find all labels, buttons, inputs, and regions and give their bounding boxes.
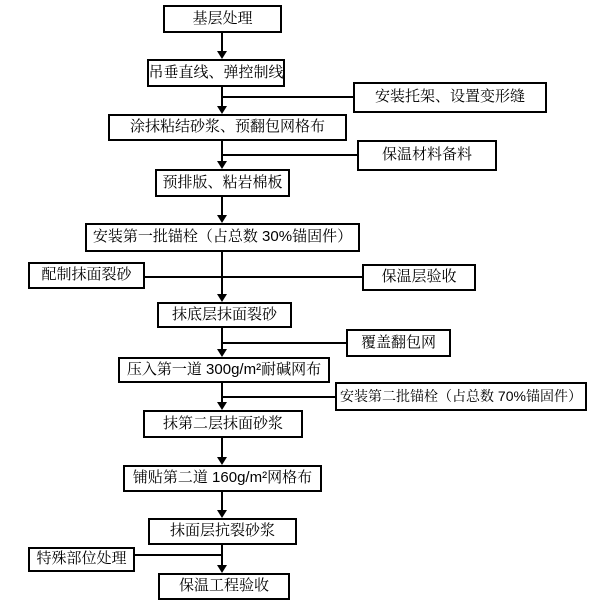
node-press-first-mesh: 压入第一道 300g/m²耐碱网布 [118,357,330,383]
flow-line [221,383,223,403]
node-cover-mesh: 覆盖翻包网 [346,329,451,357]
node-first-anchors: 安装第一批锚栓（占总数 30%锚固件） [85,223,360,252]
arrowhead-down-icon [217,294,227,302]
node-special-parts: 特殊部位处理 [28,547,135,572]
branch-line-install-bracket [222,96,353,98]
flow-line [221,33,223,52]
arrowhead-down-icon [217,565,227,573]
node-second-mesh: 铺贴第二道 160g/m²网格布 [123,465,322,492]
branch-line-special-parts [135,554,223,556]
node-base-coat: 抹底层抹面裂砂 [157,302,292,328]
arrowhead-down-icon [217,402,227,410]
node-pre-layout: 预排版、粘岩棉板 [155,169,290,197]
branch-line-cover-mesh [222,342,346,344]
arrowhead-down-icon [217,215,227,223]
node-apply-bonding-mortar: 涂抹粘结砂浆、预翻包网格布 [108,114,347,141]
arrowhead-down-icon [217,349,227,357]
branch-line-material-prep [222,154,357,156]
node-insulation-acceptance: 保温层验收 [362,264,476,291]
node-insulation-material-prep: 保温材料备料 [357,140,497,171]
arrowhead-down-icon [217,161,227,169]
arrowhead-down-icon [217,510,227,518]
branch-line-mortar-acceptance [145,276,362,278]
node-base-treatment: 基层处理 [163,5,282,33]
flow-line [221,328,223,350]
node-second-coat: 抹第二层抹面砂浆 [143,410,303,438]
node-finish-coat: 抹面层抗裂砂浆 [148,518,297,545]
branch-line-second-anchors [222,396,335,398]
flow-line [221,252,223,295]
node-prepare-mortar: 配制抹面裂砂 [28,262,145,289]
node-install-bracket: 安装托架、设置变形缝 [353,82,547,113]
flow-line [221,438,223,458]
node-second-anchors: 安装第二批锚栓（占总数 70%锚固件） [335,382,587,411]
arrowhead-down-icon [217,106,227,114]
node-hang-lines: 吊垂直线、弹控制线 [147,59,285,87]
arrowhead-down-icon [217,457,227,465]
flow-line [221,197,223,216]
arrowhead-down-icon [217,51,227,59]
flow-line [221,141,223,162]
flow-line [221,492,223,511]
node-final-acceptance: 保温工程验收 [158,573,290,600]
